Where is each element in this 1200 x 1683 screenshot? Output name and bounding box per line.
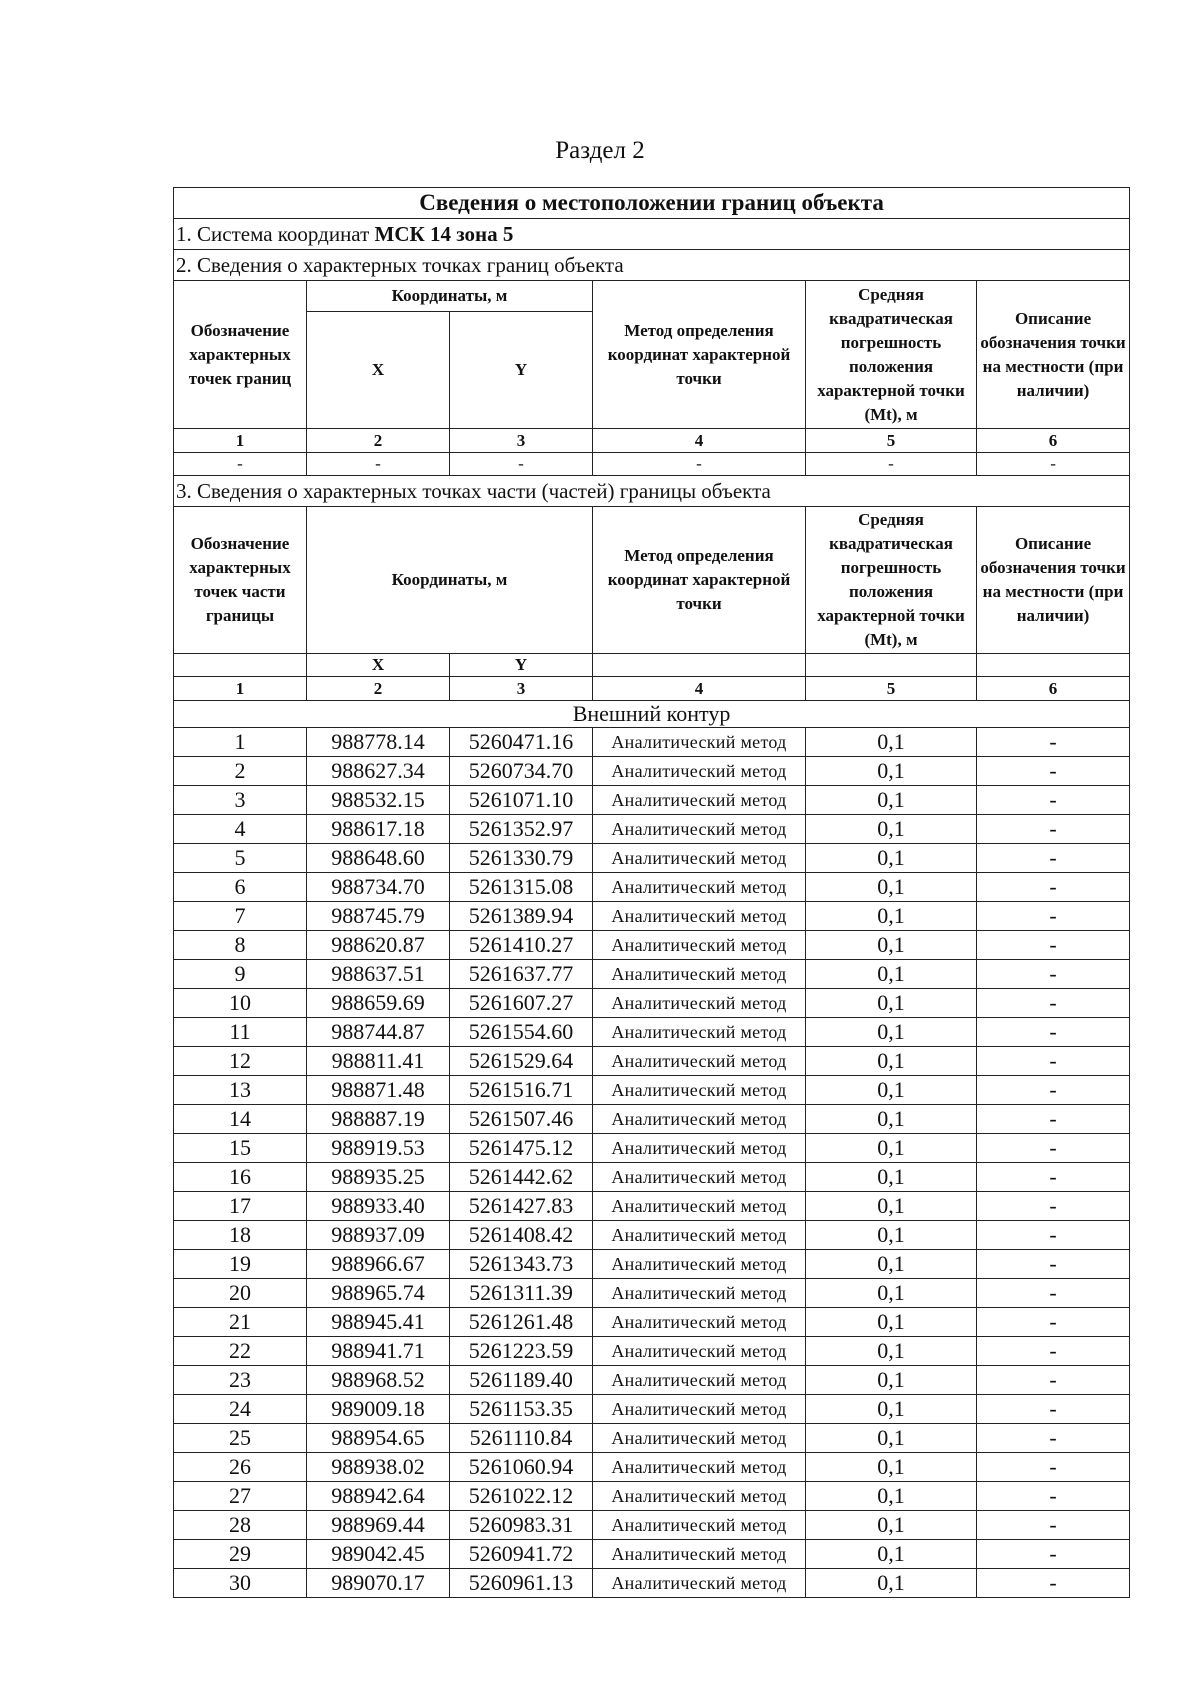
coordinate-system-value: МСК 14 зона 5	[374, 221, 514, 246]
point-mt: 0,1	[806, 1482, 977, 1511]
part2-col-description: Описание обозначения точки на местности (при наличии)	[977, 281, 1130, 429]
point-x: 989042.45	[307, 1540, 450, 1569]
table-row	[174, 1076, 1130, 1105]
table-row	[174, 1279, 1130, 1308]
point-mt: 0,1	[806, 1337, 977, 1366]
point-mt: 0,1	[806, 989, 977, 1018]
point-mt: 0,1	[806, 1105, 977, 1134]
point-description: -	[977, 1424, 1130, 1453]
point-description: -	[977, 1308, 1130, 1337]
col-number: 5	[806, 677, 977, 701]
point-description: -	[977, 1511, 1130, 1540]
point-x: 988811.41	[307, 1047, 450, 1076]
point-description: -	[977, 844, 1130, 873]
point-method: Аналитический метод	[593, 1511, 806, 1540]
point-y: 5261427.83	[450, 1192, 593, 1221]
table-row	[174, 960, 1130, 989]
point-mt: 0,1	[806, 757, 977, 786]
point-method: Аналитический метод	[593, 757, 806, 786]
col-number: 4	[593, 677, 806, 701]
point-x: 988966.67	[307, 1250, 450, 1279]
table-row	[174, 1569, 1130, 1598]
point-method: Аналитический метод	[593, 1453, 806, 1482]
point-description: -	[977, 1482, 1130, 1511]
point-number: 28	[174, 1511, 307, 1540]
point-y: 5260983.31	[450, 1511, 593, 1540]
point-mt: 0,1	[806, 844, 977, 873]
point-mt: 0,1	[806, 1308, 977, 1337]
col-number: 3	[450, 429, 593, 453]
point-method: Аналитический метод	[593, 1569, 806, 1598]
table-row	[174, 1395, 1130, 1424]
part2-col-x: X	[307, 312, 450, 429]
col-number: 1	[174, 677, 307, 701]
part3-number-row	[174, 677, 1130, 701]
point-number: 20	[174, 1279, 307, 1308]
point-description: -	[977, 1540, 1130, 1569]
point-description: -	[977, 786, 1130, 815]
point-description: -	[977, 728, 1130, 757]
point-mt: 0,1	[806, 815, 977, 844]
coordinate-system-row	[174, 219, 1130, 250]
point-description: -	[977, 757, 1130, 786]
point-y: 5261408.42	[450, 1221, 593, 1250]
point-method: Аналитический метод	[593, 1163, 806, 1192]
part3-col-y: Y	[450, 654, 593, 677]
coordinate-system-label: 1. Система координат	[176, 221, 370, 246]
table-row	[174, 757, 1130, 786]
empty-cell: -	[307, 453, 450, 476]
point-description: -	[977, 902, 1130, 931]
part3-title: 3. Сведения о характерных точках части (частей) границы объекта	[174, 476, 1130, 507]
part3-blank-cell	[977, 654, 1130, 677]
point-x: 988734.70	[307, 873, 450, 902]
point-y: 5261475.12	[450, 1134, 593, 1163]
point-number: 11	[174, 1018, 307, 1047]
point-description: -	[977, 989, 1130, 1018]
point-mt: 0,1	[806, 1540, 977, 1569]
point-mt: 0,1	[806, 1192, 977, 1221]
point-y: 5260734.70	[450, 757, 593, 786]
empty-cell: -	[593, 453, 806, 476]
point-x: 988648.60	[307, 844, 450, 873]
point-description: -	[977, 815, 1130, 844]
point-method: Аналитический метод	[593, 786, 806, 815]
point-method: Аналитический метод	[593, 1540, 806, 1569]
point-method: Аналитический метод	[593, 1134, 806, 1163]
point-method: Аналитический метод	[593, 844, 806, 873]
point-mt: 0,1	[806, 1163, 977, 1192]
part3-col-x: X	[307, 654, 450, 677]
point-method: Аналитический метод	[593, 1018, 806, 1047]
point-description: -	[977, 1105, 1130, 1134]
point-x: 988933.40	[307, 1192, 450, 1221]
point-y: 5261607.27	[450, 989, 593, 1018]
point-number: 25	[174, 1424, 307, 1453]
part2-title: 2. Сведения о характерных точках границ объекта	[174, 250, 1130, 281]
point-method: Аналитический метод	[593, 931, 806, 960]
table-row	[174, 902, 1130, 931]
point-description: -	[977, 1134, 1130, 1163]
point-method: Аналитический метод	[593, 1105, 806, 1134]
point-mt: 0,1	[806, 1250, 977, 1279]
point-method: Аналитический метод	[593, 1424, 806, 1453]
point-method: Аналитический метод	[593, 728, 806, 757]
point-description: -	[977, 1221, 1130, 1250]
point-description: -	[977, 1163, 1130, 1192]
point-method: Аналитический метод	[593, 1337, 806, 1366]
point-number: 7	[174, 902, 307, 931]
point-y: 5261315.08	[450, 873, 593, 902]
part2-empty-row	[174, 453, 1130, 476]
point-method: Аналитический метод	[593, 1221, 806, 1250]
part2-col-method: Метод определения координат характерной точки	[593, 281, 806, 429]
point-mt: 0,1	[806, 902, 977, 931]
point-y: 5261189.40	[450, 1366, 593, 1395]
table-row	[174, 1221, 1130, 1250]
point-y: 5261516.71	[450, 1076, 593, 1105]
point-number: 10	[174, 989, 307, 1018]
point-number: 9	[174, 960, 307, 989]
table-row	[174, 1308, 1130, 1337]
point-description: -	[977, 1453, 1130, 1482]
point-mt: 0,1	[806, 1453, 977, 1482]
point-y: 5260471.16	[450, 728, 593, 757]
point-mt: 0,1	[806, 1221, 977, 1250]
part3-col-description: Описание обозначения точки на местности (при наличии)	[977, 507, 1130, 654]
point-mt: 0,1	[806, 1366, 977, 1395]
point-y: 5261343.73	[450, 1250, 593, 1279]
point-mt: 0,1	[806, 1279, 977, 1308]
table-row	[174, 1105, 1130, 1134]
point-y: 5260961.13	[450, 1569, 593, 1598]
point-method: Аналитический метод	[593, 1250, 806, 1279]
point-y: 5261442.62	[450, 1163, 593, 1192]
point-mt: 0,1	[806, 1395, 977, 1424]
point-y: 5261223.59	[450, 1337, 593, 1366]
point-mt: 0,1	[806, 1047, 977, 1076]
table-row	[174, 1453, 1130, 1482]
part2-col-designation: Обозначение характерных точек границ	[174, 281, 307, 429]
point-x: 988937.09	[307, 1221, 450, 1250]
table-title: Сведения о местоположении границ объекта	[174, 188, 1130, 219]
col-number: 2	[307, 429, 450, 453]
table-row	[174, 1540, 1130, 1569]
point-y: 5261110.84	[450, 1424, 593, 1453]
point-mt: 0,1	[806, 1134, 977, 1163]
point-mt: 0,1	[806, 1424, 977, 1453]
point-x: 988627.34	[307, 757, 450, 786]
part3-col-method: Метод определения координат характерной точки	[593, 507, 806, 654]
point-number: 22	[174, 1337, 307, 1366]
table-row	[174, 1163, 1130, 1192]
point-x: 988942.64	[307, 1482, 450, 1511]
point-method: Аналитический метод	[593, 1047, 806, 1076]
point-x: 988617.18	[307, 815, 450, 844]
part2-number-row	[174, 429, 1130, 453]
point-method: Аналитический метод	[593, 902, 806, 931]
point-description: -	[977, 960, 1130, 989]
point-x: 989070.17	[307, 1569, 450, 1598]
contour-label: Внешний контур	[174, 701, 1130, 728]
point-description: -	[977, 873, 1130, 902]
point-number: 26	[174, 1453, 307, 1482]
point-method: Аналитический метод	[593, 1192, 806, 1221]
point-mt: 0,1	[806, 1569, 977, 1598]
point-description: -	[977, 1192, 1130, 1221]
point-number: 21	[174, 1308, 307, 1337]
col-number: 3	[450, 677, 593, 701]
point-y: 5261330.79	[450, 844, 593, 873]
point-x: 989009.18	[307, 1395, 450, 1424]
point-x: 988954.65	[307, 1424, 450, 1453]
point-description: -	[977, 1395, 1130, 1424]
point-number: 1	[174, 728, 307, 757]
col-number: 2	[307, 677, 450, 701]
table-row	[174, 1047, 1130, 1076]
point-number: 13	[174, 1076, 307, 1105]
point-y: 5261529.64	[450, 1047, 593, 1076]
point-method: Аналитический метод	[593, 873, 806, 902]
table-row	[174, 1134, 1130, 1163]
point-x: 988965.74	[307, 1279, 450, 1308]
col-number: 6	[977, 429, 1130, 453]
empty-cell: -	[977, 453, 1130, 476]
point-y: 5261637.77	[450, 960, 593, 989]
point-x: 988620.87	[307, 931, 450, 960]
point-x: 988745.79	[307, 902, 450, 931]
point-y: 5261410.27	[450, 931, 593, 960]
point-description: -	[977, 1018, 1130, 1047]
point-number: 12	[174, 1047, 307, 1076]
empty-cell: -	[450, 453, 593, 476]
part3-blank-cell	[593, 654, 806, 677]
point-y: 5261071.10	[450, 786, 593, 815]
point-x: 988659.69	[307, 989, 450, 1018]
part3-blank-cell	[174, 654, 307, 677]
point-y: 5261060.94	[450, 1453, 593, 1482]
point-mt: 0,1	[806, 1018, 977, 1047]
empty-cell: -	[806, 453, 977, 476]
point-number: 2	[174, 757, 307, 786]
point-number: 17	[174, 1192, 307, 1221]
point-mt: 0,1	[806, 728, 977, 757]
point-x: 988969.44	[307, 1511, 450, 1540]
table-row	[174, 1366, 1130, 1395]
col-number: 4	[593, 429, 806, 453]
point-description: -	[977, 1366, 1130, 1395]
part3-col-error: Средняя квадратическая погрешность положения характерной точки (Mt), м	[806, 507, 977, 654]
point-x: 988637.51	[307, 960, 450, 989]
point-y: 5260941.72	[450, 1540, 593, 1569]
point-number: 23	[174, 1366, 307, 1395]
point-x: 988532.15	[307, 786, 450, 815]
table-row	[174, 786, 1130, 815]
point-description: -	[977, 1047, 1130, 1076]
table-row	[174, 1424, 1130, 1453]
table-row	[174, 873, 1130, 902]
point-method: Аналитический метод	[593, 1279, 806, 1308]
part3-blank-cell	[806, 654, 977, 677]
point-mt: 0,1	[806, 960, 977, 989]
table-row	[174, 1250, 1130, 1279]
col-number: 6	[977, 677, 1130, 701]
section-title: Раздел 2	[555, 137, 645, 164]
table-row	[174, 1337, 1130, 1366]
point-number: 16	[174, 1163, 307, 1192]
point-y: 5261261.48	[450, 1308, 593, 1337]
point-y: 5261022.12	[450, 1482, 593, 1511]
point-x: 988887.19	[307, 1105, 450, 1134]
point-method: Аналитический метод	[593, 1366, 806, 1395]
part3-col-designation: Обозначение характерных точек части границы	[174, 507, 307, 654]
point-number: 19	[174, 1250, 307, 1279]
point-number: 3	[174, 786, 307, 815]
point-method: Аналитический метод	[593, 1482, 806, 1511]
point-x: 988941.71	[307, 1337, 450, 1366]
point-number: 15	[174, 1134, 307, 1163]
point-y: 5261554.60	[450, 1018, 593, 1047]
point-description: -	[977, 1569, 1130, 1598]
point-mt: 0,1	[806, 786, 977, 815]
point-x: 988935.25	[307, 1163, 450, 1192]
point-mt: 0,1	[806, 1511, 977, 1540]
table-row	[174, 728, 1130, 757]
point-number: 6	[174, 873, 307, 902]
table-row	[174, 844, 1130, 873]
point-number: 24	[174, 1395, 307, 1424]
table-row	[174, 1482, 1130, 1511]
part2-col-y: Y	[450, 312, 593, 429]
point-x: 988938.02	[307, 1453, 450, 1482]
point-mt: 0,1	[806, 1076, 977, 1105]
point-method: Аналитический метод	[593, 989, 806, 1018]
point-number: 29	[174, 1540, 307, 1569]
point-description: -	[977, 1076, 1130, 1105]
point-method: Аналитический метод	[593, 960, 806, 989]
point-y: 5261507.46	[450, 1105, 593, 1134]
col-number: 5	[806, 429, 977, 453]
point-number: 4	[174, 815, 307, 844]
point-number: 18	[174, 1221, 307, 1250]
col-number: 1	[174, 429, 307, 453]
point-number: 8	[174, 931, 307, 960]
point-method: Аналитический метод	[593, 1308, 806, 1337]
point-description: -	[977, 1250, 1130, 1279]
point-x: 988744.87	[307, 1018, 450, 1047]
point-number: 5	[174, 844, 307, 873]
point-number: 30	[174, 1569, 307, 1598]
point-x: 988871.48	[307, 1076, 450, 1105]
table-row	[174, 1511, 1130, 1540]
point-y: 5261389.94	[450, 902, 593, 931]
point-x: 988778.14	[307, 728, 450, 757]
point-number: 27	[174, 1482, 307, 1511]
point-y: 5261311.39	[450, 1279, 593, 1308]
point-description: -	[977, 1279, 1130, 1308]
point-y: 5261352.97	[450, 815, 593, 844]
table-row	[174, 989, 1130, 1018]
point-method: Аналитический метод	[593, 1076, 806, 1105]
point-x: 988945.41	[307, 1308, 450, 1337]
table-row	[174, 1018, 1130, 1047]
part2-col-error: Средняя квадратическая погрешность положения характерной точки (Mt), м	[806, 281, 977, 429]
point-y: 5261153.35	[450, 1395, 593, 1424]
point-x: 988968.52	[307, 1366, 450, 1395]
point-description: -	[977, 931, 1130, 960]
point-method: Аналитический метод	[593, 815, 806, 844]
table-row	[174, 815, 1130, 844]
empty-cell: -	[174, 453, 307, 476]
part3-col-coords: Координаты, м	[307, 507, 593, 654]
point-mt: 0,1	[806, 931, 977, 960]
point-method: Аналитический метод	[593, 1395, 806, 1424]
point-description: -	[977, 1337, 1130, 1366]
table-row	[174, 931, 1130, 960]
table-row	[174, 1192, 1130, 1221]
point-number: 14	[174, 1105, 307, 1134]
boundary-table	[173, 187, 1130, 1598]
point-x: 988919.53	[307, 1134, 450, 1163]
part2-col-coords: Координаты, м	[307, 281, 593, 312]
point-mt: 0,1	[806, 873, 977, 902]
